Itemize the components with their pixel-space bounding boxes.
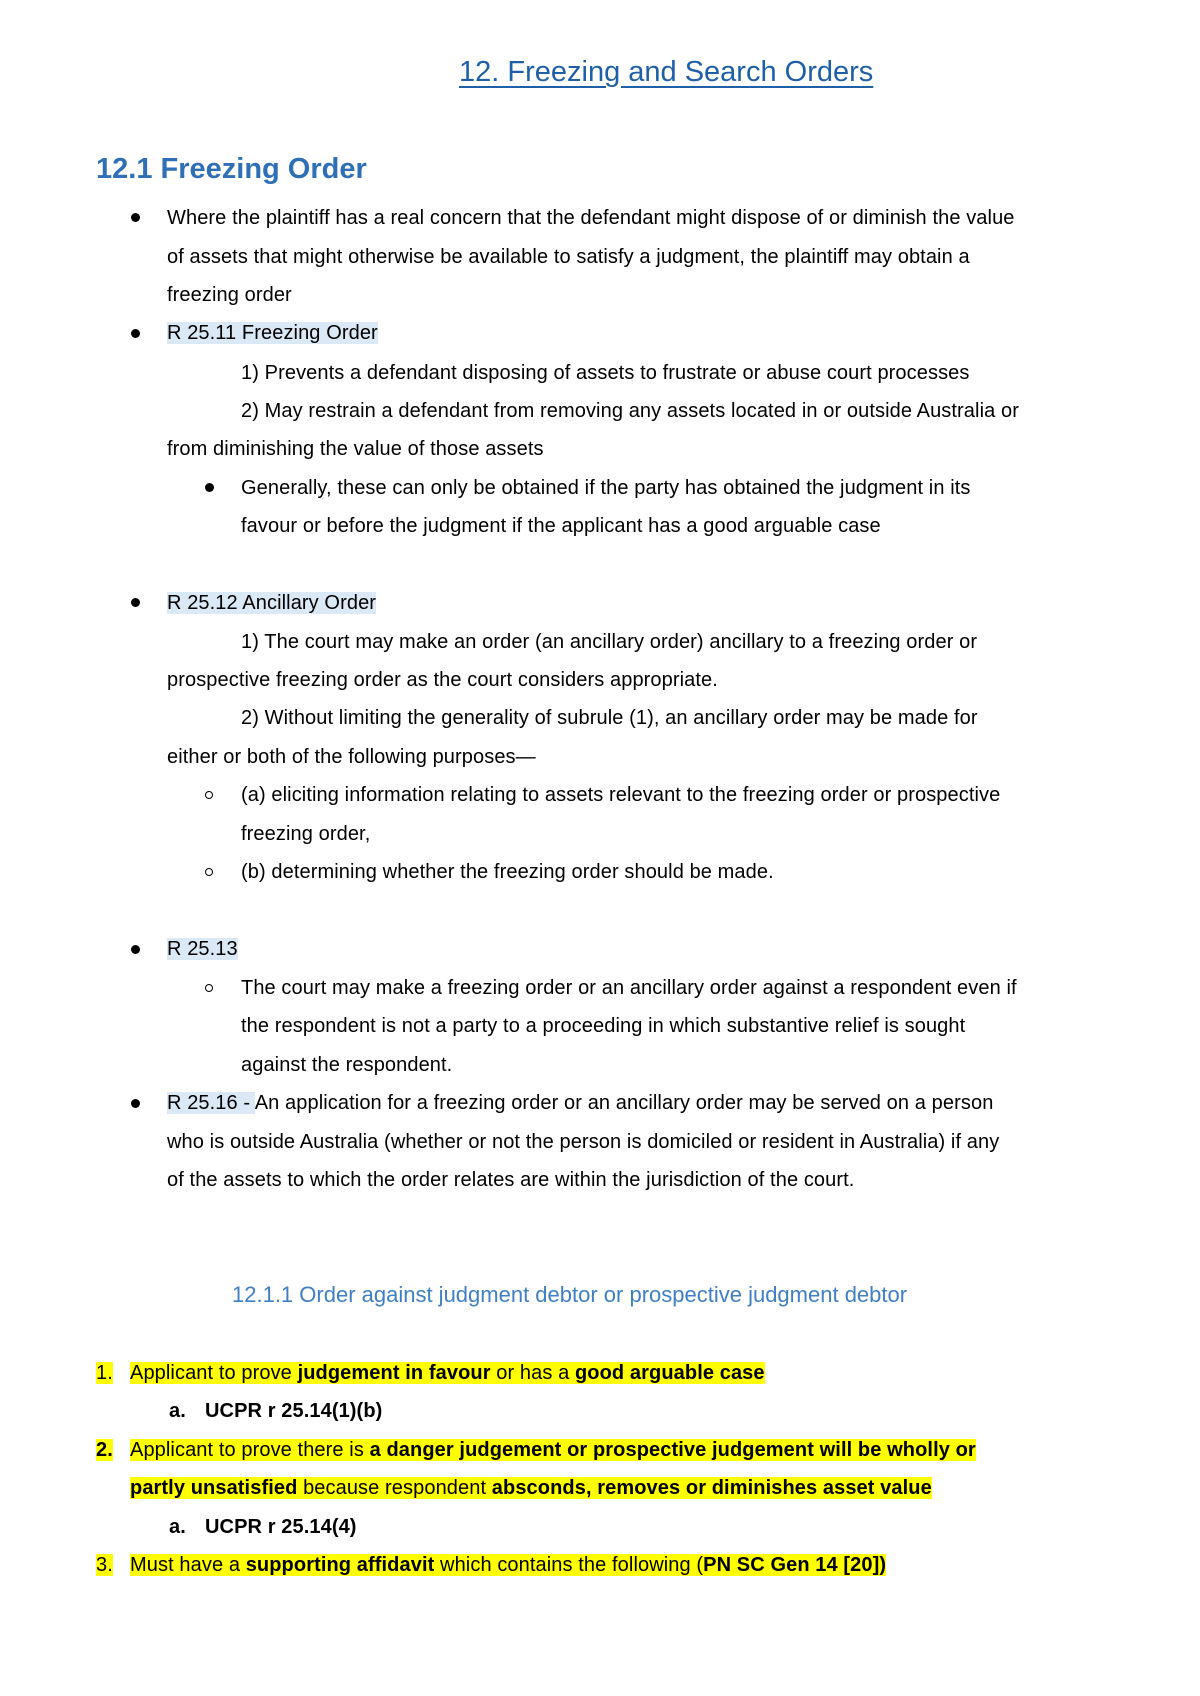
rule-text: either or both of the following purposes— [167, 746, 536, 768]
intro-line: freezing order [167, 284, 292, 306]
rule-subtext: (a) eliciting information relating to assets relevant to the freezing order or prospective [241, 784, 1001, 806]
rule-text: who is outside Australia (whether or not the person is domiciled or resident in Australia) if any [167, 1131, 1000, 1153]
list-item: partly unsatisfied because respondent absconds, removes or diminishes asset value [130, 1477, 932, 1499]
list-subnumber: a. [169, 1516, 186, 1538]
hollow-bullet-icon [205, 868, 213, 876]
rule-text: 2) May restrain a defendant from removing any assets located in or outside Australia or [241, 400, 1019, 422]
rule-text: 1) The court may make an order (an ancillary order) ancillary to a freezing order or [241, 631, 978, 653]
subsection-heading: 12.1.1 Order against judgment debtor or prospective judgment debtor [232, 1282, 908, 1307]
intro-line: Where the plaintiff has a real concern that the defendant might dispose of or diminish the value [167, 207, 1015, 229]
intro-line: of assets that might otherwise be available to satisfy a judgment, the plaintiff may obtain a [167, 246, 970, 268]
bullet-icon [131, 329, 140, 338]
list-number: 2. [96, 1439, 113, 1461]
rule-text: prospective freezing order as the court considers appropriate. [167, 669, 718, 691]
list-item: Applicant to prove judgement in favour or has a good arguable case [130, 1362, 765, 1384]
hollow-bullet-icon [205, 984, 213, 992]
bullet-icon [131, 945, 140, 954]
list-item: Applicant to prove there is a danger judgement or prospective judgement will be wholly or [130, 1439, 976, 1461]
list-number: 3. [96, 1554, 113, 1576]
bullet-icon [131, 213, 140, 222]
rule-text: of the assets to which the order relates are within the jurisdiction of the court. [167, 1169, 855, 1191]
list-subitem: UCPR r 25.14(1)(b) [205, 1400, 383, 1422]
rule-subtext: freezing order, [241, 823, 371, 845]
rule-text: from diminishing the value of those assets [167, 438, 544, 460]
rule-label: R 25.11 Freezing Order [167, 322, 378, 344]
rule-subtext: Generally, these can only be obtained if the party has obtained the judgment in its [241, 477, 971, 499]
rule-subtext: (b) determining whether the freezing order should be made. [241, 861, 774, 883]
rule-text: 2) Without limiting the generality of subrule (1), an ancillary order may be made for [241, 707, 978, 729]
rule-subtext: The court may make a freezing order or an ancillary order against a respondent even if [241, 977, 1017, 999]
page-title: 12. Freezing and Search Orders [459, 56, 874, 88]
hollow-bullet-icon [205, 791, 213, 799]
list-subitem: UCPR r 25.14(4) [205, 1516, 357, 1538]
rule-text: 1) Prevents a defendant disposing of assets to frustrate or abuse court processes [241, 362, 970, 384]
rule-label: R 25.13 [167, 938, 238, 960]
section-heading: 12.1 Freezing Order [96, 153, 367, 185]
list-subnumber: a. [169, 1400, 186, 1422]
rule-label: R 25.12 Ancillary Order [167, 592, 377, 614]
bullet-icon [205, 483, 214, 492]
bullet-icon [131, 1099, 140, 1108]
rule-subtext: the respondent is not a party to a proceeding in which substantive relief is sought [241, 1015, 966, 1037]
rule-label: R 25.16 - [167, 1092, 255, 1114]
rule-subtext: favour or before the judgment if the applicant has a good arguable case [241, 515, 881, 537]
rule-text: R 25.16 - An application for a freezing order or an ancillary order may be served on a person [167, 1092, 994, 1114]
list-item: Must have a supporting affidavit which contains the following (PN SC Gen 14 [20]) [130, 1554, 887, 1576]
list-number: 1. [96, 1362, 113, 1384]
rule-subtext: against the respondent. [241, 1054, 453, 1076]
bullet-icon [131, 598, 140, 607]
